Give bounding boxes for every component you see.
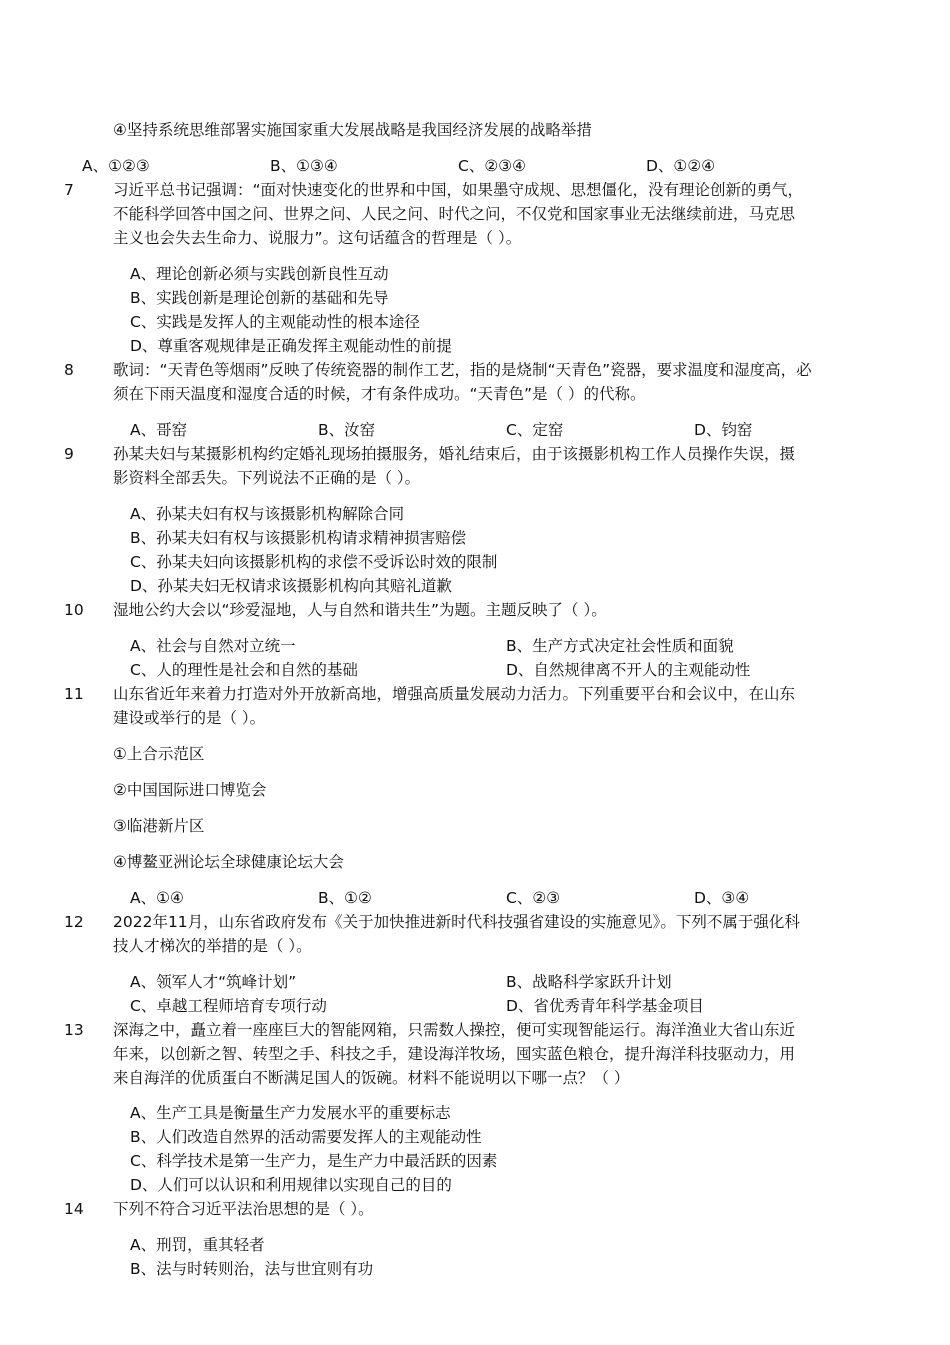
- q10-stem-line-1: 湿地公约大会以“珍爱湿地，人与自然和谐共生”为题。主题反映了（ ）。: [113, 601, 607, 619]
- q11-statement-4: ④博鳌亚洲论坛全球健康论坛大会: [113, 853, 344, 871]
- q8-stem-line-2: 须在下雨天温度和湿度合适的时候，才有条件成功。“天青色”是（ ）的代称。: [113, 385, 646, 403]
- q14-number: 14: [64, 1200, 84, 1218]
- q7-stem-line-2: 不能科学回答中国之问、世界之问、人民之问、时代之问，不仅党和国家事业无法继续前进，马克思: [113, 205, 796, 223]
- q9-option-c: C、孙某夫妇向该摄影机构的求偿不受诉讼时效的限制: [130, 553, 498, 571]
- q8-option-c: C、定窑: [506, 421, 564, 439]
- q10-option-c: C、人的理性是社会和自然的基础: [130, 661, 358, 679]
- q13-stem-line-1: 深海之中，矗立着一座座巨大的智能网箱，只需数人操控，便可实现智能运行。海洋渔业大省山东近: [113, 1021, 796, 1039]
- q12-option-c: C、卓越工程师培育专项行动: [130, 997, 327, 1015]
- q12-stem-line-2: 技人才梯次的举措的是（ ）。: [113, 937, 312, 955]
- q11-statement-2: ②中国国际进口博览会: [113, 781, 267, 799]
- q8-stem-line-1: 歌词：“天青色等烟雨”反映了传统瓷器的制作工艺，指的是烧制“天青色”瓷器，要求温度和湿度高，必: [113, 361, 812, 379]
- q11-stem-line-2: 建设或举行的是（ ）。: [113, 709, 266, 727]
- q10-option-b: B、生产方式决定社会性质和面貌: [506, 637, 734, 655]
- q13-number: 13: [64, 1021, 84, 1039]
- q9-option-b: B、孙某夫妇有权与该摄影机构请求精神损害赔偿: [130, 529, 467, 547]
- q11-statement-1: ①上合示范区: [113, 745, 205, 763]
- q12-option-d: D、省优秀青年科学基金项目: [506, 997, 704, 1015]
- q9-stem-line-2: 影资料全部丢失。下列说法不正确的是（ ）。: [113, 469, 421, 487]
- q12-option-b: B、战略科学家跃升计划: [506, 973, 672, 991]
- q7-option-b: B、实践创新是理论创新的基础和先导: [130, 289, 389, 307]
- q7-option-c: C、实践是发挥人的主观能动性的根本途径: [130, 313, 420, 331]
- q9-option-a: A、孙某夫妇有权与该摄影机构解除合同: [130, 505, 405, 523]
- q14-stem-line-1: 下列不符合习近平法治思想的是（ ）。: [113, 1200, 374, 1218]
- q9-stem-line-1: 孙某夫妇与某摄影机构约定婚礼现场拍摄服务，婚礼结束后，由于该摄影机构工作人员操作失误，摄: [113, 445, 796, 463]
- q10-option-d: D、自然规律离不开人的主观能动性: [506, 661, 751, 679]
- q10-option-a: A、社会与自然对立统一: [130, 637, 296, 655]
- q11-option-b: B、①②: [318, 889, 372, 907]
- q7-number: 7: [64, 181, 74, 199]
- q11-number: 11: [64, 685, 84, 703]
- q7-stem-line-1: 习近平总书记强调：“面对快速变化的世界和中国，如果墨守成规、思想僵化，没有理论创新的勇气，: [113, 181, 804, 199]
- q14-option-a: A、刑罚，重其轻者: [130, 1236, 265, 1254]
- q8-number: 8: [64, 361, 74, 379]
- q13-stem-line-3: 来自海洋的优质蛋白不断满足国人的饭碗。材料不能说明以下哪一点？（ ）: [113, 1069, 630, 1087]
- q13-option-d: D、人们可以认识和利用规律以实现自己的目的: [130, 1176, 452, 1194]
- q14-option-b: B、法与时转则治，法与世宜则有功: [130, 1260, 374, 1278]
- q8-option-b: B、汝窑: [318, 421, 376, 439]
- q13-option-b: B、人们改造自然界的活动需要发挥人的主观能动性: [130, 1128, 482, 1146]
- q9-option-d: D、孙某夫妇无权请求该摄影机构向其赔礼道歉: [130, 577, 452, 595]
- q11-option-c: C、②③: [506, 889, 561, 907]
- q12-option-a: A、领军人才“筑峰计划”: [130, 973, 297, 991]
- q11-statement-3: ③临港新片区: [113, 817, 205, 835]
- q6-option-b: B、①③④: [270, 157, 338, 175]
- q13-stem-line-2: 年来，以创新之智、转型之手、科技之手，建设海洋牧场，囤实蓝色粮仓，提升海洋科技驱动力，用: [113, 1045, 796, 1063]
- q8-option-a: A、哥窑: [130, 421, 188, 439]
- q13-option-a: A、生产工具是衡量生产力发展水平的重要标志: [130, 1104, 451, 1122]
- q13-option-c: C、科学技术是第一生产力，是生产力中最活跃的因素: [130, 1152, 498, 1170]
- q8-option-d: D、钧窑: [694, 421, 753, 439]
- q7-stem-line-3: 主义也会失去生命力、说服力”。这句话蕴含的哲理是（ ）。: [113, 229, 522, 247]
- q6-option-d: D、①②④: [646, 157, 716, 175]
- q7-option-d: D、尊重客观规律是正确发挥主观能动性的前提: [130, 337, 452, 355]
- q11-option-d: D、③④: [694, 889, 750, 907]
- q11-stem-line-1: 山东省近年来着力打造对外开放新高地，增强高质量发展动力活力。下列重要平台和会议中，在山东: [113, 685, 796, 703]
- q11-option-a: A、①④: [130, 889, 184, 907]
- q9-number: 9: [64, 445, 74, 463]
- q6-statement-4: ④坚持系统思维部署实施国家重大发展战略是我国经济发展的战略举措: [113, 121, 592, 139]
- q6-option-c: C、②③④: [458, 157, 527, 175]
- q12-stem-line-1: 2022年11月，山东省政府发布《关于加快推进新时代科技强省建设的实施意见》。下列不属于强化科: [113, 913, 800, 931]
- q7-option-a: A、理论创新必须与实践创新良性互动: [130, 265, 389, 283]
- q10-number: 10: [64, 601, 84, 619]
- q12-number: 12: [64, 913, 84, 931]
- q6-option-a: A、①②③: [82, 157, 150, 175]
